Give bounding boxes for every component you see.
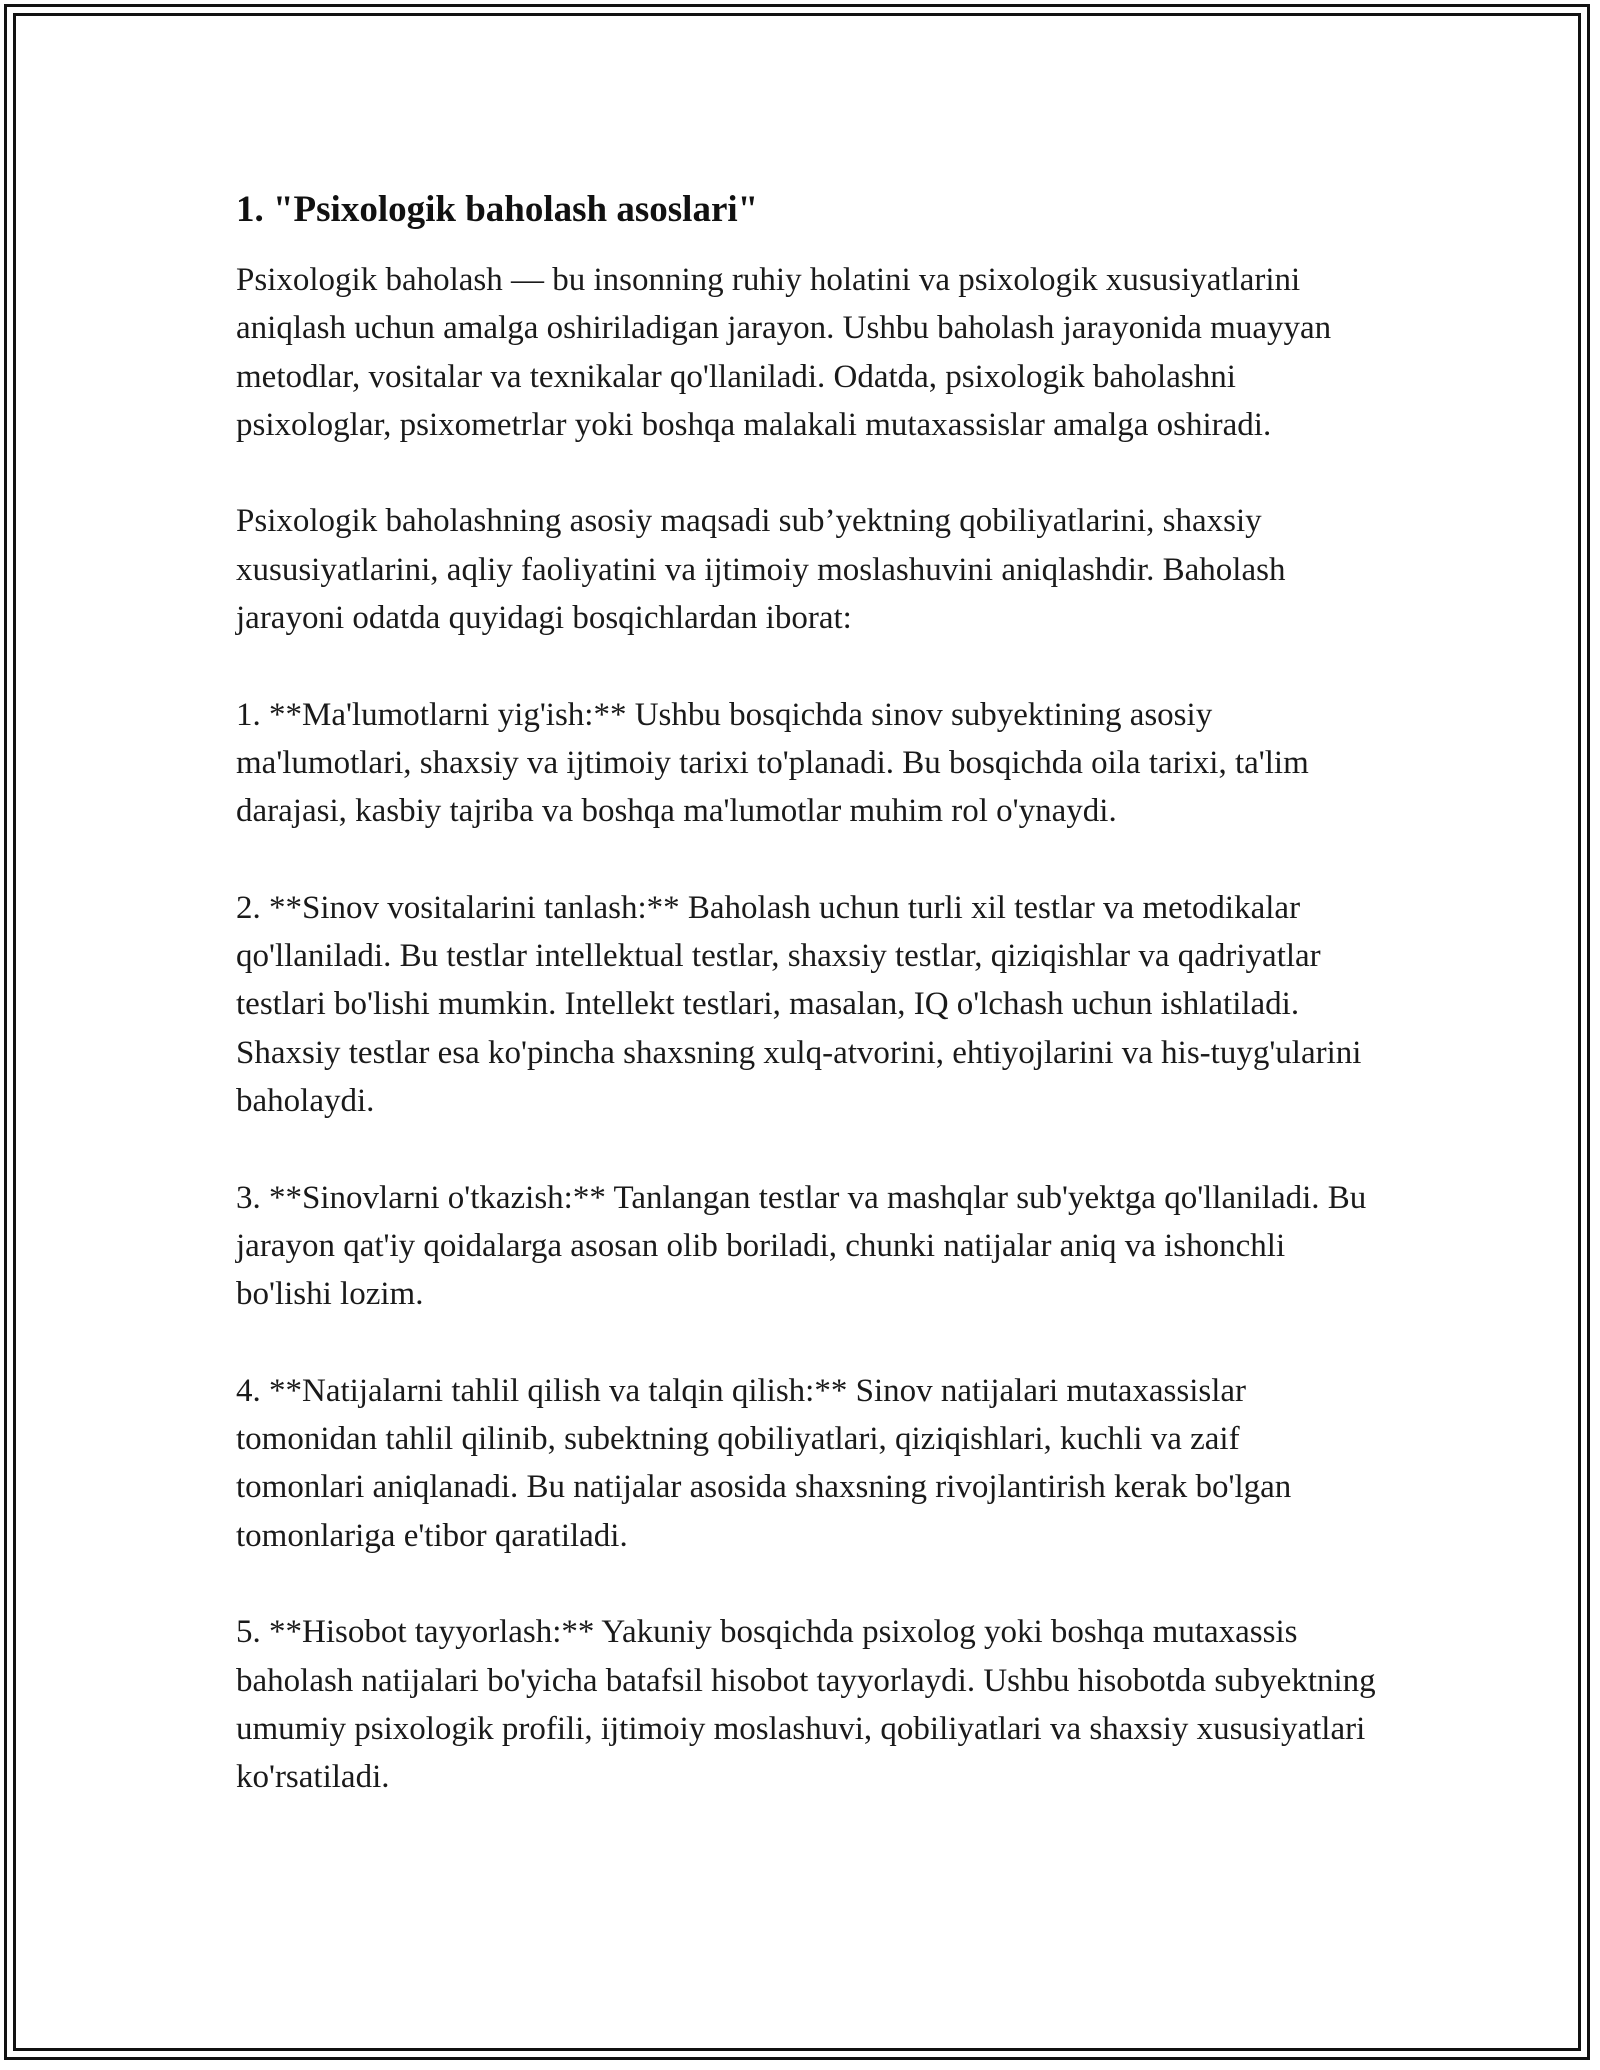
list-item-step-4: 4. **Natijalarni tahlil qilish va talqin qilish:** Sinov natijalari mutaxassislar tomonidan tahlil qilinib, subektning qobiliyatlari, qiziqishlari, kuchli va zaif tomonlari aniqlanadi. Bu natijalar asosida shaxsning rivojlantirish kerak bo'lgan tomonlariga e'tibor qaratiladi. xyxy=(236,1372,1292,1554)
document-body xyxy=(236,186,1376,1802)
document-title: 1. "Psixologik baholash asoslari" xyxy=(236,189,759,230)
list-item-step-1: 1. **Ma'lumotlarni yig'ish:** Ushbu bosqichda sinov subyektining asosiy ma'lumotlari, shaxsiy va ijtimoiy tarixi to'planadi. Bu bosqichda oila tarixi, ta'lim darajasi, kasbiy tajriba va boshqa ma'lumotlar muhim rol o'ynaydi. xyxy=(236,696,1309,830)
list-item-step-3: 3. **Sinovlarni o'tkazish:** Tanlangan testlar va mashqlar sub'yektga qo'llaniladi. Bu jarayon qat'iy qoidalarga asosan olib boriladi, chunki natijalar aniq va ishonchli bo'lishi lozim. xyxy=(236,1179,1367,1313)
paragraph-intro: Psixologik baholash — bu insonning ruhiy holatini va psixologik xususiyatlarini aniqlash uchun amalga oshiriladigan jarayon. Ushbu baholash jarayonida muayyan metodlar, vositalar va texnikalar qo'llaniladi. Odatda, psixologik baholashni psixologlar, psixometrlar yoki boshqa malakali mutaxassislar amalga oshiradi. xyxy=(236,262,1332,443)
list-item-step-5: 5. **Hisobot tayyorlash:** Yakuniy bosqichda psixolog yoki boshqa mutaxassis baholash natijalari bo'yicha batafsil hisobot tayyorlaydi. Ushbu hisobotda subyektning umumiy psixologik profili, ijtimoiy moslashuvi, qobiliyatlari va shaxsiy xususiyatlari ko'rsatiladi. xyxy=(236,1614,1376,1796)
paragraph-purpose: Psixologik baholashning asosiy maqsadi sub’yektning qobiliyatlarini, shaxsiy xususiyatlarini, aqliy faoliyatini va ijtimoiy moslashuvini aniqlashdir. Baholash jarayoni odatda quyidagi bosqichlardan iborat: xyxy=(236,503,1286,637)
list-item-step-2: 2. **Sinov vositalarini tanlash:** Baholash uchun turli xil testlar va metodikalar qo'llaniladi. Bu testlar intellektual testlar, shaxsiy testlar, qiziqishlar va qadriyatlar testlari bo'lishi mumkin. Intellekt testlari, masalan, IQ o'lchash uchun ishlatiladi. Shaxsiy testlar esa ko'pincha shaxsning xulq-atvorini, ehtiyojlarini va his-tuyg'ularini baholaydi. xyxy=(236,889,1362,1120)
